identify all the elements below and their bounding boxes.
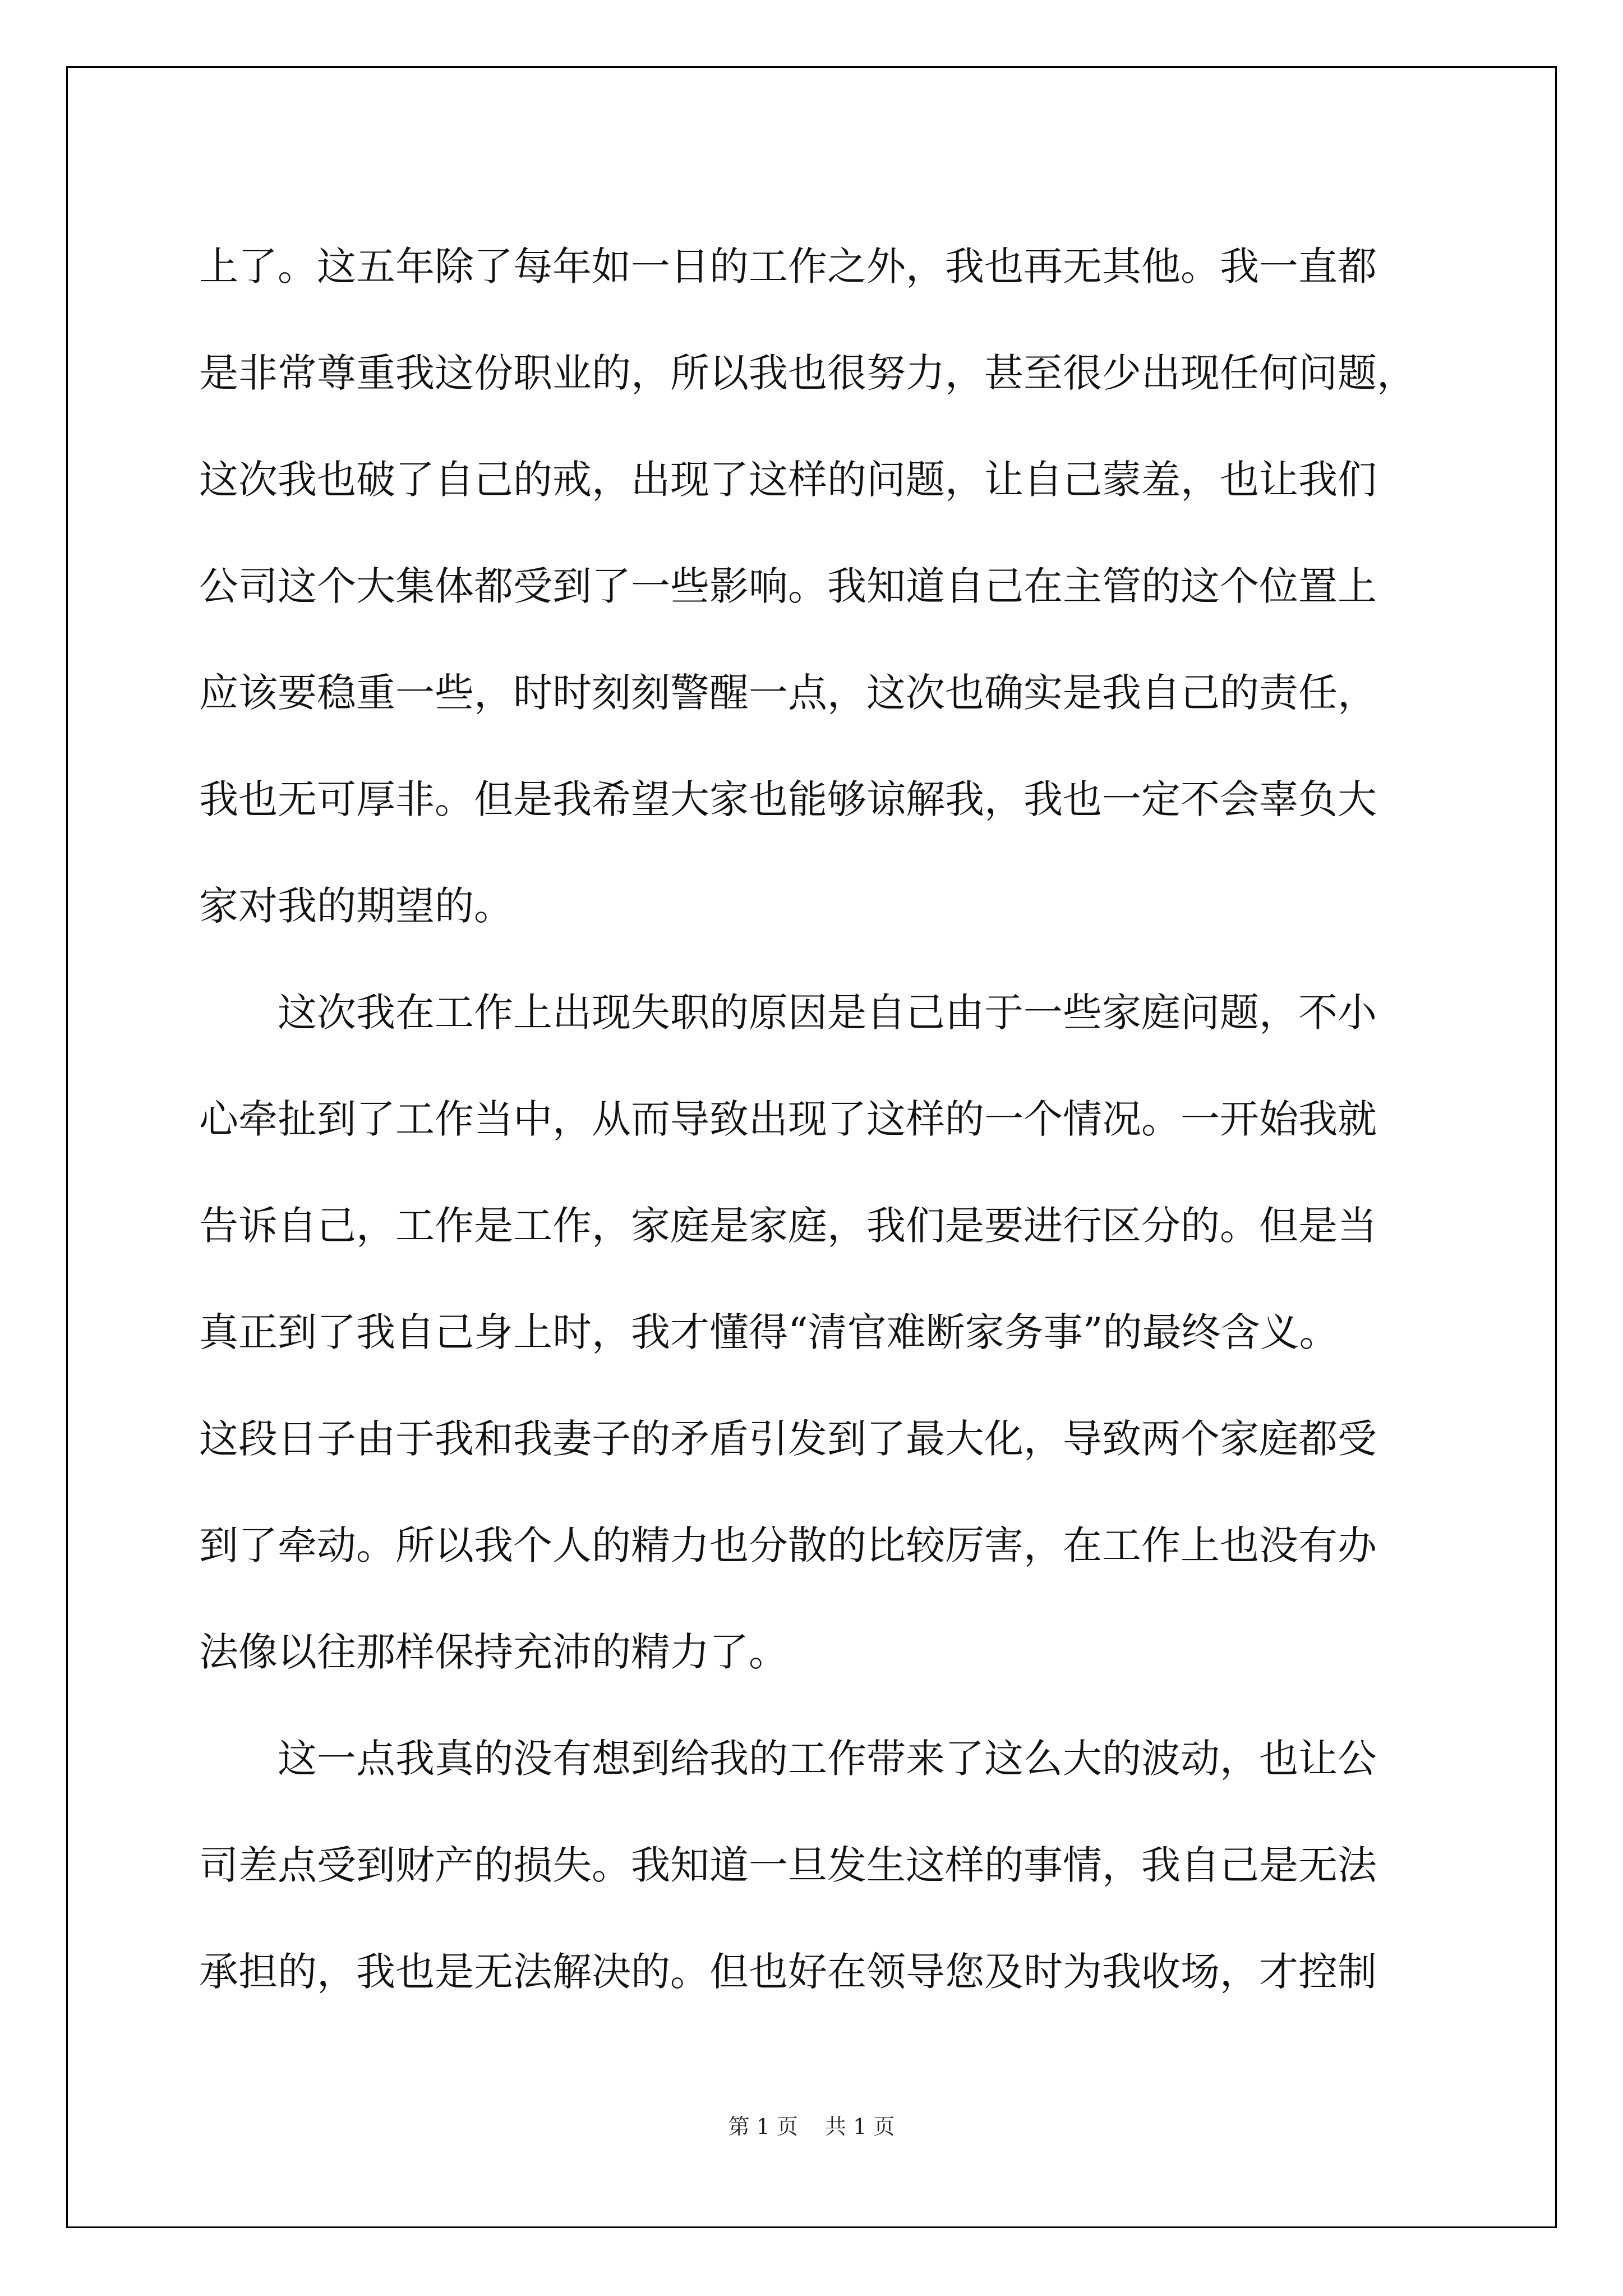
text-line: 司差点受到财产的损失。我知道一旦发生这样的事情，我自己是无法 bbox=[199, 1842, 1377, 1888]
page-footer bbox=[0, 2109, 1623, 2140]
document-body bbox=[199, 213, 1433, 2025]
text-line: 承担的，我也是无法解决的。但也好在领导您及时为我收场，才控制 bbox=[199, 1949, 1377, 1995]
text-line: 家对我的期望的。 bbox=[199, 883, 513, 929]
text-line: 这次我也破了自己的戒，出现了这样的问题，让自己蒙羞，也让我们 bbox=[199, 457, 1377, 503]
text-line: 告诉自己，工作是工作，家庭是家庭，我们是要进行区分的。但是当 bbox=[199, 1203, 1377, 1249]
text-line: 这段日子由于我和我妻子的矛盾引发到了最大化，导致两个家庭都受 bbox=[199, 1416, 1377, 1462]
text-line: 到了牵动。所以我个人的精力也分散的比较厉害，在工作上也没有办 bbox=[199, 1522, 1377, 1568]
text-line: 真正到了我自己身上时，我才懂得“清官难断家务事”的最终含义。 bbox=[199, 1309, 1339, 1355]
text-line: 应该要稳重一些，时时刻刻警醒一点，这次也确实是我自己的责任， bbox=[199, 670, 1377, 716]
page-total: 共 1 页 bbox=[825, 2114, 895, 2139]
text-line: 是非常尊重我这份职业的，所以我也很努力，甚至很少出现任何问题， bbox=[199, 350, 1416, 396]
text-line: 我也无可厚非。但是我希望大家也能够谅解我，我也一定不会辜负大 bbox=[199, 776, 1377, 822]
text-line: 法像以往那样保持充沛的精力了。 bbox=[199, 1629, 788, 1675]
text-line: 上了。这五年除了每年如一日的工作之外，我也再无其他。我一直都 bbox=[199, 243, 1377, 289]
text-line: 这次我在工作上出现失职的原因是自己由于一些家庭问题，不小 bbox=[199, 990, 1377, 1036]
text-line: 公司这个大集体都受到了一些影响。我知道自己在主管的这个位置上 bbox=[199, 563, 1377, 609]
text-line: 心牵扯到了工作当中，从而导致出现了这样的一个情况。一开始我就 bbox=[199, 1096, 1377, 1142]
page-number: 第 1 页 bbox=[728, 2114, 798, 2139]
text-line: 这一点我真的没有想到给我的工作带来了这么大的波动，也让公 bbox=[199, 1736, 1377, 1782]
